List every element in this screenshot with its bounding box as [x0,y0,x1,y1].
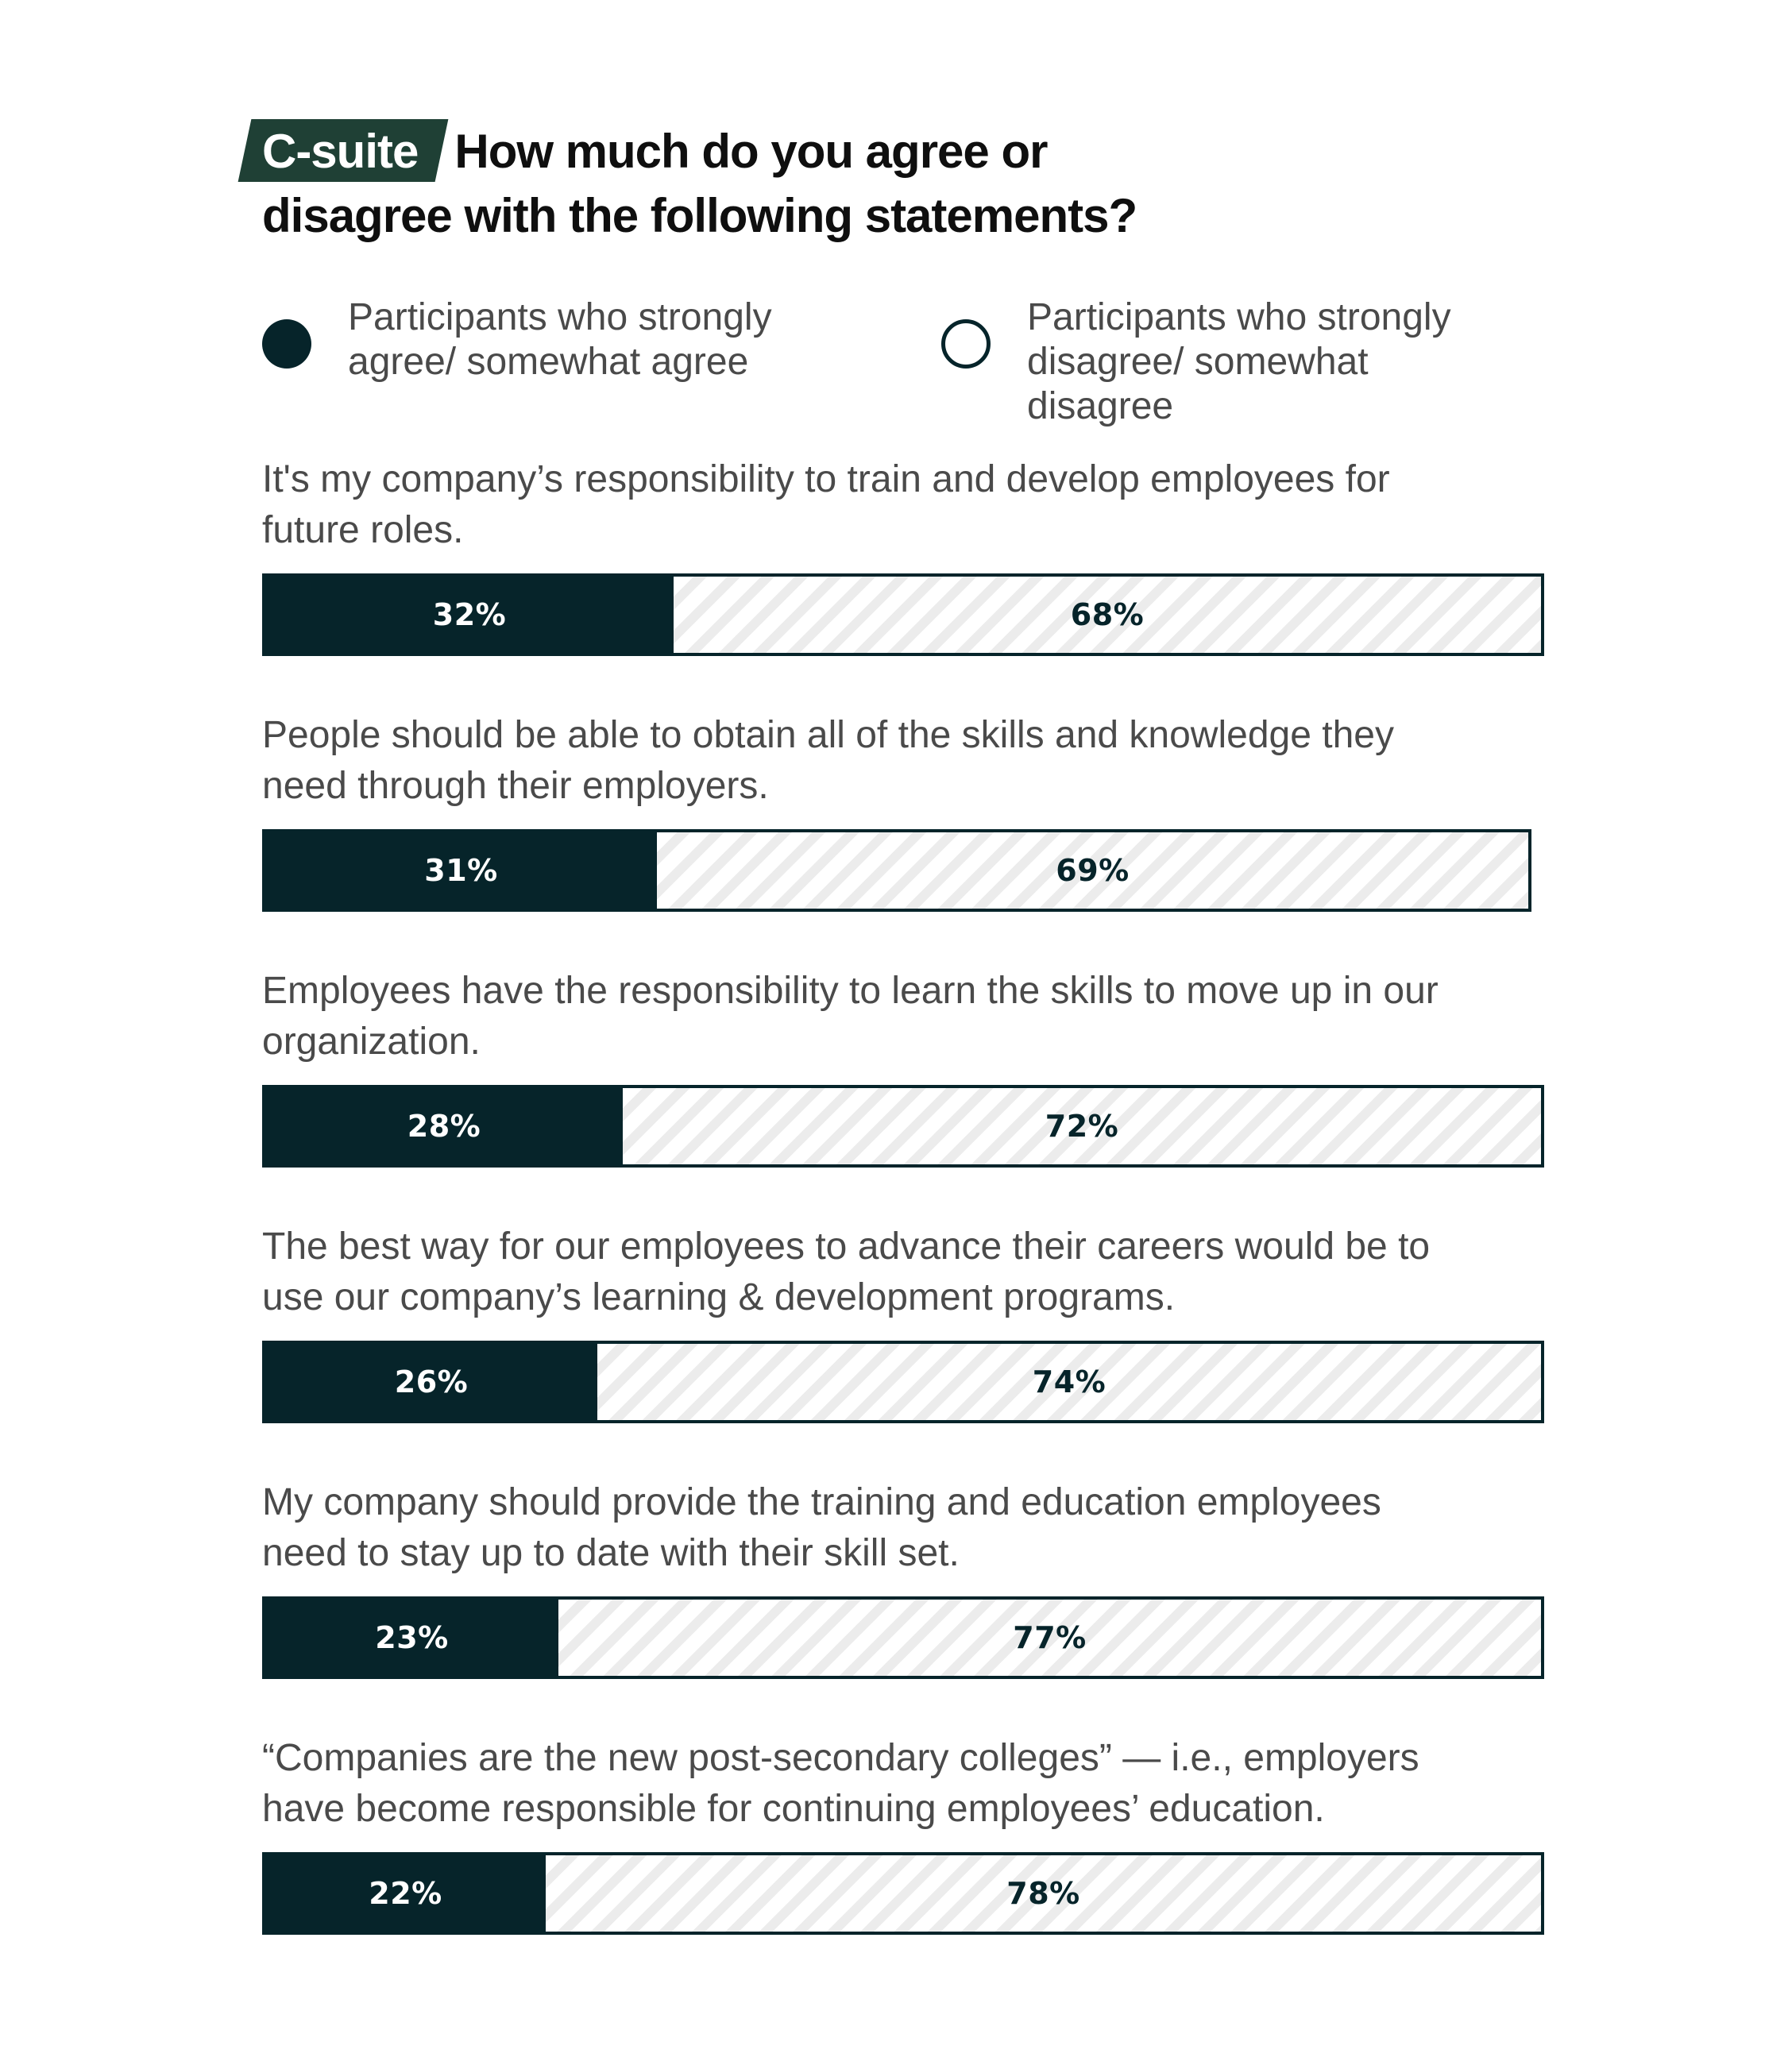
bar-rows [262,454,1549,1989]
statement-row [262,710,1549,966]
data-label-agree: 26% [394,1364,469,1399]
legend-item-agree [262,295,941,454]
stacked-bar [262,573,1544,656]
data-label-disagree: 74% [1032,1364,1106,1399]
bar-segment-disagree [546,1855,1541,1932]
legend-label-disagree: Participants who strongly disagree/ somewhat disagree [1027,296,1451,427]
data-label-disagree: 68% [1070,597,1145,632]
statement-row [262,454,1549,710]
bar-segment-agree [265,1088,623,1164]
legend-item-disagree [941,295,1504,454]
stacked-bar [262,1085,1544,1168]
stacked-bar [262,1852,1544,1935]
bar-segment-agree [265,1344,597,1420]
statement-text: My company should provide the training and education employees need to stay up to date with their skill set. [262,1481,1381,1574]
statement-row [262,966,1549,1222]
stacked-bar [262,1341,1544,1423]
data-label-disagree: 78% [1006,1876,1080,1911]
bar-segment-agree [265,1855,546,1932]
chart-title [262,119,1549,248]
statement-row [262,1477,1549,1733]
bar-segment-disagree [623,1088,1541,1164]
bar-segment-disagree [597,1344,1541,1420]
data-label-disagree: 77% [1013,1620,1087,1655]
hollow-circle-icon [941,319,991,369]
statement-row [262,1222,1549,1477]
data-label-agree: 22% [369,1876,442,1911]
statement-text: It's my company’s responsibility to train and develop employees for future roles. [262,458,1390,551]
legend [262,295,1549,454]
legend-label-agree: Participants who strongly agree/ somewhat agree [348,296,772,383]
title-text-line-1: How much do you agree or [454,125,1048,178]
statement-text: Employees have the responsibility to learn the skills to move up in our organization. [262,970,1439,1063]
title-text-line-2: disagree with the following statements? [262,189,1137,242]
data-label-agree: 28% [407,1109,481,1144]
bar-segment-disagree [558,1600,1541,1676]
data-label-disagree: 72% [1045,1109,1119,1144]
bar-segment-agree [265,577,674,653]
bar-segment-disagree [657,832,1528,909]
data-label-agree: 32% [432,597,507,632]
filled-circle-icon [262,319,311,369]
bar-segment-agree [265,1600,558,1676]
data-label-disagree: 69% [1056,853,1130,888]
data-label-agree: 31% [424,853,498,888]
statement-row [262,1733,1549,1989]
title-line-1 [262,119,1549,183]
bar-segment-disagree [674,577,1541,653]
statement-text: People should be able to obtain all of the skills and knowledge they need through their employers. [262,714,1394,807]
stacked-bar [262,829,1531,912]
data-label-agree: 23% [375,1620,449,1655]
chart-page [262,119,1549,1989]
statement-text: “Companies are the new post-secondary colleges” — i.e., employers have become responsible for continuing employees’ education. [262,1737,1419,1830]
c-suite-tag: C-suite [245,119,442,183]
bar-segment-agree [265,832,657,909]
statement-text: The best way for our employees to advance their careers would be to use our company’s learning & development programs. [262,1225,1431,1318]
stacked-bar [262,1596,1544,1679]
